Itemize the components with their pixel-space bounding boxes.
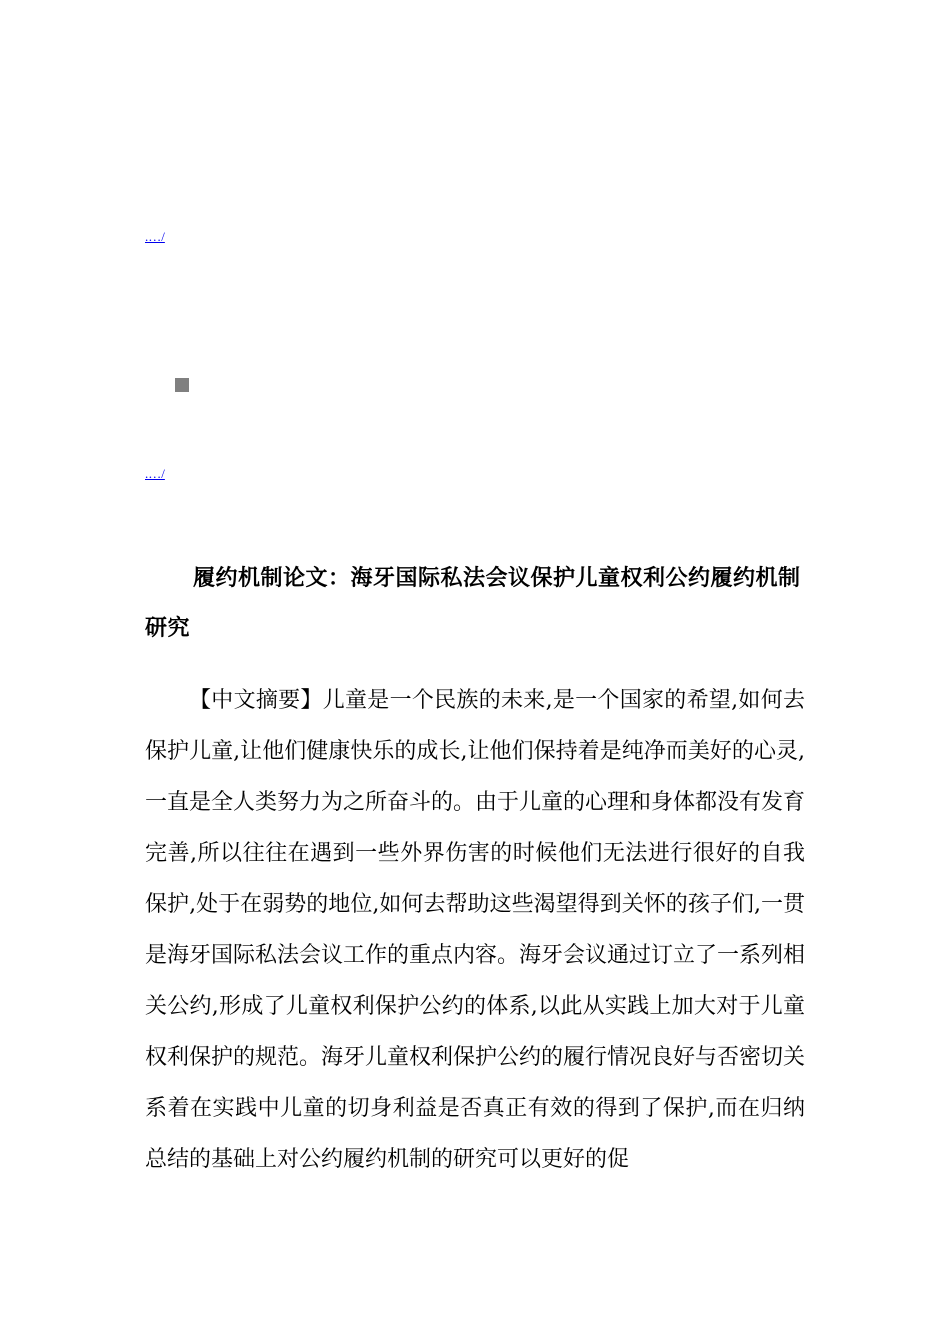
abstract-paragraph: 【中文摘要】儿童是一个民族的未来,是一个国家的希望,如何去保护儿童,让他们健康快乐的成长,让他们保持着是纯净而美好的心灵,一直是全人类努力为之所奋斗的。由于儿童的心理和身体都没有发育完善,所以往往在遇到一些外界伤害的时候他们无法进行很好的自我保护,处于在弱势的地位,如何去帮助这些渴望得到关怀的孩子们,一贯是海牙国际私法会议工作的重点内容。海牙会议通过订立了一系列相关公约,形成了儿童权利保护公约的体系,以此从实践上加大对于儿童权利保护的规范。海牙儿童权利保护公约的履行情况良好与否密切关系着在实践中儿童的切身利益是否真正有效的得到了保护,而在归纳总结的基础上对公约履约机制的研究可以更好的促 (145, 688, 806, 1172)
bullet-square-icon (175, 378, 189, 392)
link-top[interactable]: .…/ (145, 229, 165, 244)
document-title: 履约机制论文：海牙国际私法会议保护儿童权利公约履约机制研究 (145, 566, 801, 641)
link-bottom[interactable]: .…/ (145, 466, 165, 481)
